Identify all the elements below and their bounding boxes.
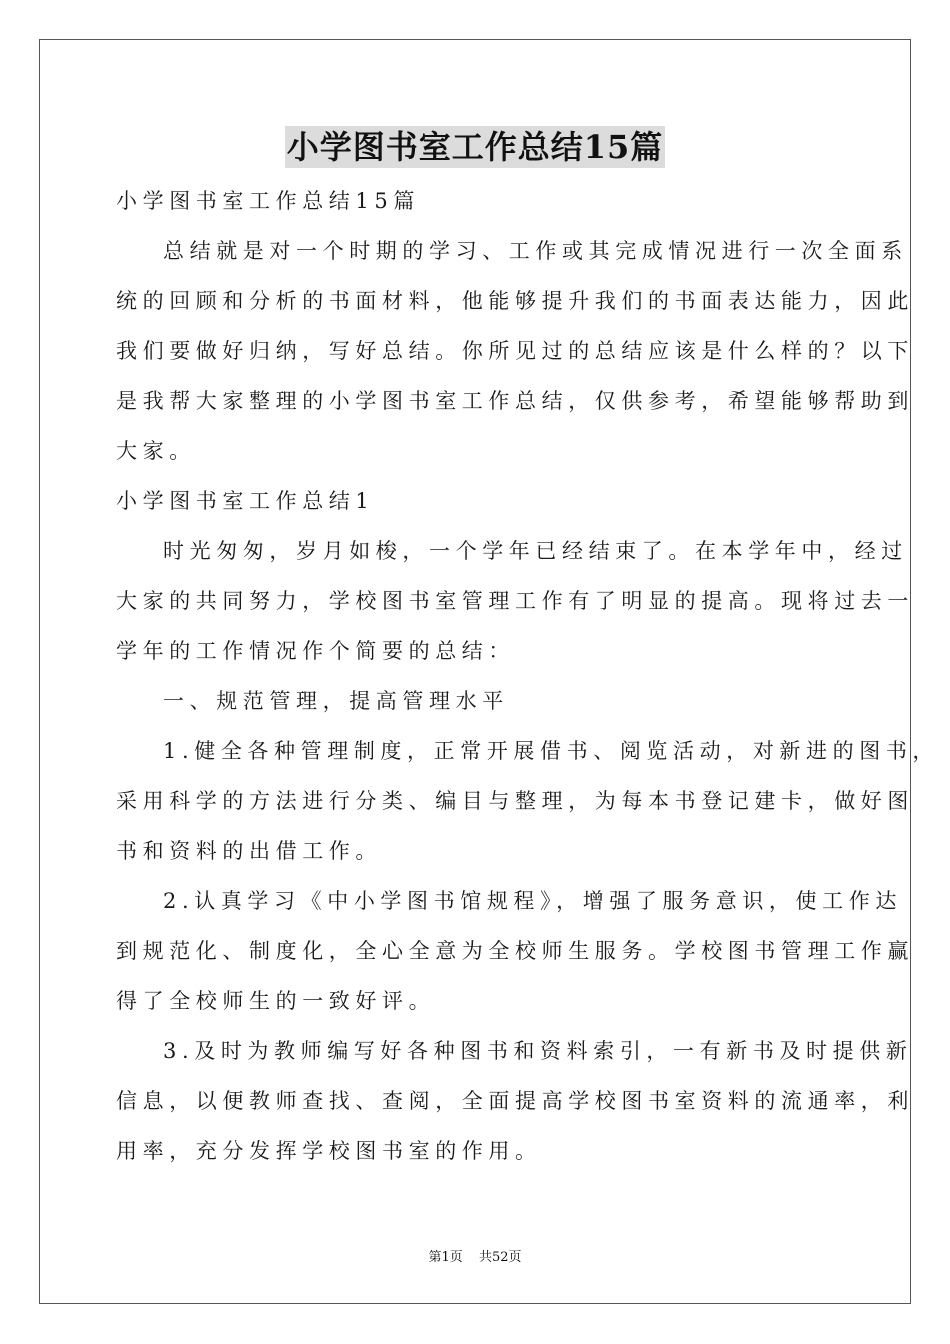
text-line: 信息，以便教师查找、查阅，全面提高学校图书室资料的流通率，利 [116,1089,914,1113]
text-line: 时光匆匆，岁月如梭，一个学年已经结束了。在本学年中，经过 [163,539,908,563]
page-total: 共52页 [478,1250,522,1265]
text-line: 大家。 [116,439,196,463]
text-line: 是我帮大家整理的小学图书室工作总结，仅供参考，希望能够帮助到 [116,389,914,413]
text-line: 用率，充分发挥学校图书室的作用。 [116,1139,542,1163]
page-number: 第1页 [428,1250,463,1265]
title-container [0,126,950,168]
text-line: 总结就是对一个时期的学习、工作或其完成情况进行一次全面系 [163,239,908,263]
text-line: 大家的共同努力，学校图书室管理工作有了明显的提高。现将过去一 [116,589,914,613]
text-line: 1.健全各种管理制度，正常开展借书、阅览活动，对新进的图书， [163,739,940,763]
text-line: 得了全校师生的一致好评。 [116,989,436,1013]
document-body [116,176,940,1176]
text-line: 一、规范管理，提高管理水平 [163,689,509,713]
text-line: 2.认真学习《中小学图书馆规程》，增强了服务意识，使工作达 [163,889,902,913]
text-line: 小学图书室工作总结15篇 [116,189,420,213]
text-line: 书和资料的出借工作。 [116,839,382,863]
text-line: 学年的工作情况作个简要的总结： [116,639,515,663]
text-line: 采用科学的方法进行分类、编目与整理，为每本书登记建卡，做好图 [116,789,914,813]
text-line: 我们要做好归纳，写好总结。你所见过的总结应该是什么样的？以下 [116,339,914,363]
page-footer [0,1246,950,1265]
text-line: 3.及时为教师编写好各种图书和资料索引，一有新书及时提供新 [163,1039,913,1063]
document-title: 小学图书室工作总结15篇 [286,128,664,166]
text-line: 到规范化、制度化，全心全意为全校师生服务。学校图书管理工作赢 [116,939,914,963]
text-line: 统的回顾和分析的书面材料，他能够提升我们的书面表达能力，因此 [116,289,914,313]
text-line: 小学图书室工作总结1 [116,489,375,513]
